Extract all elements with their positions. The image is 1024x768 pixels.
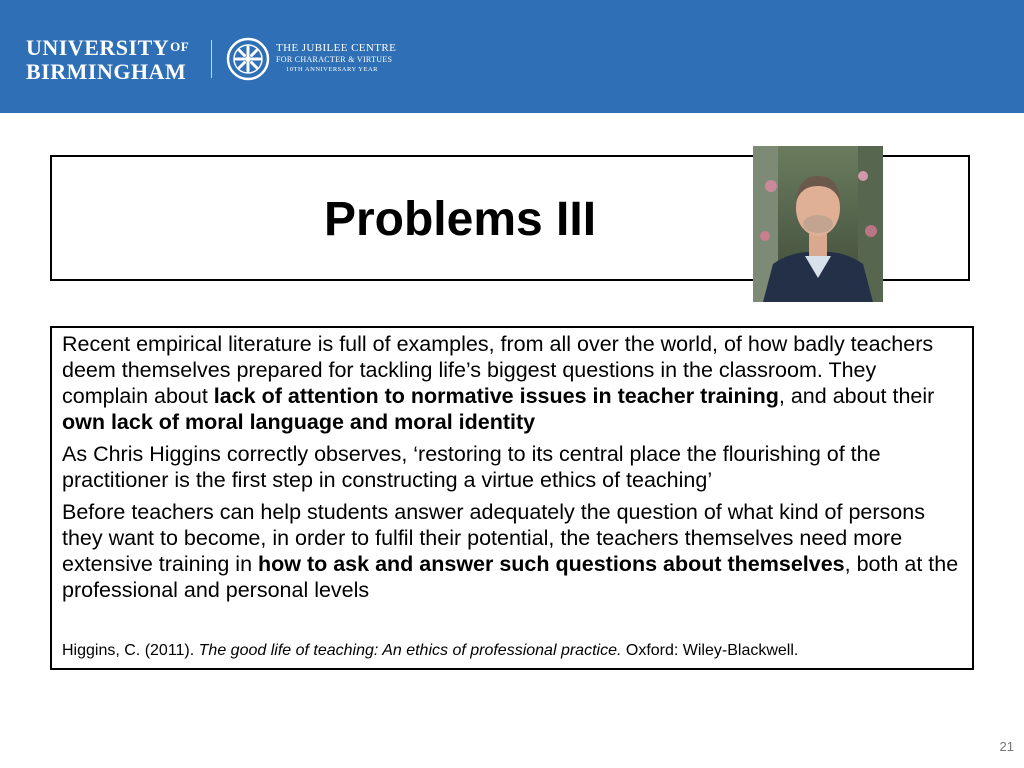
paragraph-3: Before teachers can help students answer adequately the question of what kind of persons they want to become, in order to fulfil their potential, the teachers themselves need more extensive training in how to ask and answer such questions about themselves, both at the professional and personal levels [62,500,959,602]
slide-body [62,331,966,603]
citation: Higgins, C. (2011). The good life of teaching: An ethics of professional practice. Oxford: Wiley-Blackwell. [62,642,799,659]
page-number: 21 [999,739,1014,754]
jubilee-centre-text: THE JUBILEE CENTRE FOR CHARACTER & VIRTUES 10TH ANNIVERSARY YEAR [276,42,397,73]
university-logo: $UNIVERSITY^{OF}$ BIRMINGHAM [26,35,190,84]
logo-divider [211,40,212,78]
slide-title: Problems III [323,193,597,246]
paragraph-1: Recent empirical literature is full of examples, from all over the world, of how badly teachers deem themselves prepared for tackling life’s biggest questions in the classroom. They complain about lack of attention to normative issues in teacher training, and about their own lack of moral language and moral identity [62,332,935,434]
paragraph-2: As Chris Higgins correctly observes, ‘restoring to its central place the flourishing of the practitioner is the first step in constructing a virtue ethics of teaching’ [62,442,881,492]
jubilee-centre-logo-icon [226,37,270,81]
speaker-photo [753,146,883,302]
header-bar [0,0,1024,113]
